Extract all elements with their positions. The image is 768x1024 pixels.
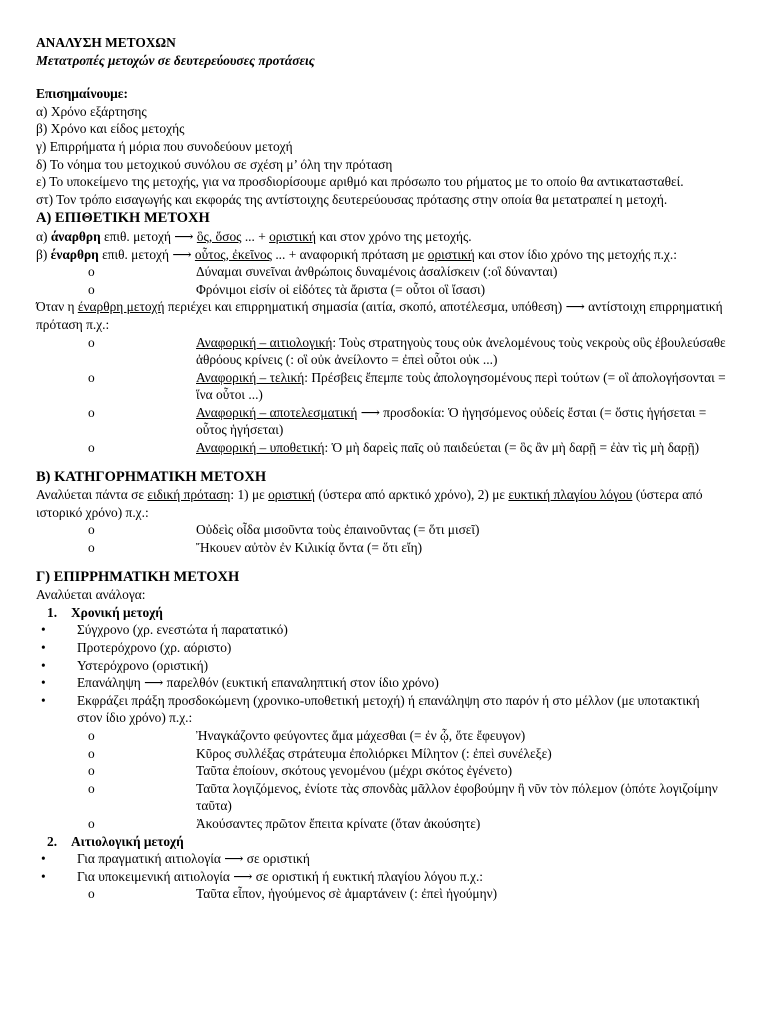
example-item [36,404,728,439]
rule-text: : 1) με [230,487,269,503]
example-item [36,369,728,404]
circle-bullet-icon: o [88,404,95,420]
bullet-text: Επανάληψη ⟶ παρελθόν (ευκτική επαναληπτική στον ίδιο χρόνο) [77,675,439,691]
section-a-heading: Α) ΕΠΙΘΕΤΙΚΗ ΜΕΤΟΧΗ [36,210,210,227]
circle-bullet-icon: o [88,780,95,796]
bullet-icon: • [41,622,46,638]
bullet-item [36,621,728,639]
example-text: ⟶ προσδοκία: Ὁ ἡγησόμενος οὐδείς ἔσται (= ὅστις ἡγήσεται = οὗτος ἡγήσεται) [196,404,707,438]
underlined-term: οριστική [427,246,475,262]
document-title: ΑΝΑΛΥΣΗ ΜΕΤΟΧΩΝ [36,35,176,50]
circle-bullet-icon: o [88,540,95,556]
bullet-item [36,868,728,886]
subheading-text: Χρονική μετοχή [71,604,163,620]
example-label: Αναφορική – αποτελεσματική [196,404,358,420]
note-item: γ) Επιρρήματα ή μόρια που συνοδεύουν μετοχή [36,138,293,154]
example-text: Φρόνιμοι εἰσίν οἱ εἰδότες τὰ ἄριστα (= οὗτοι οἳ ἴσασι) [196,281,486,297]
circle-bullet-icon: o [88,281,95,297]
rule-text: και στον ίδιο χρόνο της μετοχής π.χ.: [474,246,677,262]
notes-heading: Επισημαίνουμε: [36,86,128,102]
example-text: Ταῦτα εἶπον, ἡγούμενος σὲ ἁμαρτάνειν (: ἐπεὶ ἡγούμην) [196,886,498,902]
circle-bullet-icon: o [88,440,95,456]
section-b-heading: Β) ΚΑΤΗΓΟΡΗΜΑΤΙΚΗ ΜΕΤΟΧΗ [36,468,267,485]
example-item [36,885,728,903]
rule-text: επιθ. μετοχή ⟶ [98,246,195,262]
note-item: στ) Τον τρόπο εισαγωγής και εκφοράς της αντίστοιχης δευτερεύουσας πρότασης στην οποία θα μετατραπεί η μετοχή. [36,191,668,207]
example-text: : Πρέσβεις ἔπεμπε τοὺς ἀπολογησομένους περὶ τούτων (= οἳ ἀπολογήσονται = ἵνα οὗτοι ...) [196,369,726,403]
example-text: Κῦρος συλλέξας στράτευμα ἐπολιόρκει Μίλητον (: ἐπεὶ συνέλεξε) [196,745,552,761]
example-item [36,727,728,745]
rule-text: και στον χρόνο της μετοχής. [316,228,472,244]
example-item [36,815,728,833]
section-a-adverbial-note [36,298,728,333]
bullet-icon: • [41,640,46,655]
bullet-text: Σύγχρονο (χρ. ενεστώτα ή παρατατικό) [77,622,288,638]
rule-prefix: α) [36,228,51,244]
example-item [36,439,728,457]
example-item [36,780,728,815]
example-text: Οὐδεὶς οἶδα μισοῦντα τοὺς ἐπαινοῦντας (= ὅτι μισεῖ) [196,522,480,538]
bullet-icon: • [41,851,46,867]
term-enarthri: έναρθρη [50,246,99,262]
example-label: Αναφορική – τελική [196,369,305,385]
bullet-text: Προτερόχρονο (χρ. αόριστο) [77,640,232,655]
underlined-term: ὃς, ὅσος [196,228,242,244]
bullet-item [36,850,728,868]
rule-prefix: β) [36,246,51,262]
term-anarthri: άναρθρη [50,228,101,244]
example-text: Ταῦτα ἐποίουν, σκότους γενομένου (μέχρι σκότος ἐγένετο) [196,763,513,779]
underlined-term: έναρθρη μετοχή [77,299,165,315]
example-item [36,281,728,299]
example-item [36,263,728,281]
example-text: : Τοὺς στρατηγοὺς τους οὐκ ἀνελομένους τοὺς νεκροὺς οὓς ἐβουλεύσαθε ἀθρόους κρίνεις (: οἳ οὐκ ἀνείλοντο = ἐπεὶ οὗτοι οὐκ ...) [196,334,726,368]
section-c-intro: Αναλύεται ανάλογα: [36,587,146,603]
document-subtitle: Μετατροπές μετοχών σε δευτερεύουσες προτάσεις [36,52,315,68]
numbered-subheading [36,833,728,851]
bullet-icon: • [41,675,46,691]
section-a-rule-b [36,246,728,264]
bullet-item [36,674,728,692]
circle-bullet-icon: o [88,727,95,743]
subheading-text: Αιτιολογική μετοχή [71,833,184,849]
rule-text: ... + αναφορική πρόταση με [271,246,428,262]
rule-text: (ύστερα από ιστορικό χρόνο) π.χ.: [36,487,703,520]
note-item: ε) Το υποκείμενο της μετοχής, για να προσδιορίσουμε αριθμό και πρόσωπο του ρήματος με το οποίο θα αντικατασταθεί. [36,174,684,190]
circle-bullet-icon: o [88,815,95,831]
note-item: α) Χρόνο εξάρτησης [36,103,147,119]
example-item [36,745,728,763]
circle-bullet-icon: o [88,369,95,385]
example-text: Ἠναγκάζοντο φεύγοντες ἅμα μάχεσθαι (= ἐν ᾧ, ὅτε ἔφευγον) [196,727,526,743]
circle-bullet-icon: o [88,745,95,761]
section-b-rule [36,486,728,521]
example-item [36,539,728,557]
example-item [36,334,728,369]
underlined-term: οριστική [268,487,316,503]
underlined-term: ευκτική πλαγίου λόγου [508,487,633,503]
example-item [36,762,728,780]
circle-bullet-icon: o [88,763,95,779]
notes-list [36,103,728,209]
example-text: : Ὁ μὴ δαρεὶς παῖς οὐ παιδεύεται (= ὃς ἂν μὴ δαρῇ = ἐὰν τὶς μὴ δαρῇ) [324,440,700,456]
example-text: Ἤκουεν αὐτὸν ἐν Κιλικίᾳ ὄντα (= ὅτι εἴη) [196,540,423,556]
bullet-item [36,657,728,675]
note-item: β) Χρόνο και είδος μετοχής [36,121,185,137]
bullet-text: Υστερόχρονο (οριστική) [77,657,209,673]
bullet-text: Εκφράζει πράξη προσδοκώμενη (χρονικο-υποθετική μετοχή) ή επανάληψη στο παρόν ή στο μέλλον (με υποτακτική στον ίδιο χρόνο) π.χ.: [77,692,700,726]
example-text: Ταῦτα λογιζόμενος, ἐνίοτε τὰς σπονδὰς μᾶλλον ἐφοβούμην ἢ νῦν τὸν πόλεμον (ὁπότε λογιζοίμην ταῦτα) [196,780,718,814]
example-item [36,521,728,539]
bullet-item [36,639,728,657]
note-text: περιέχει και επιρρηματική σημασία (αιτία, σκοπό, αποτέλεσμα, υπόθεση) ⟶ αντίστοιχη επιρρηματική πρόταση π.χ.: [36,299,723,332]
underlined-term: οὗτος, ἐκεῖνος [194,246,272,262]
circle-bullet-icon: o [88,334,95,350]
example-label: Αναφορική – αιτιολογική [196,334,333,350]
example-text: Δύναμαι συνεῖναι ἀνθρώποις δυναμένοις ἀσαλίσκειν (:οἳ δύνανται) [196,264,558,280]
section-a-rule-a [36,228,728,246]
underlined-term: οριστική [269,228,317,244]
example-label: Αναφορική – υποθετική [196,440,325,456]
bullet-icon: • [41,868,46,884]
circle-bullet-icon: o [88,264,95,280]
circle-bullet-icon: o [88,522,95,538]
list-number: 2. [47,833,58,849]
note-text: Όταν η [36,299,78,315]
note-item: δ) Το νόημα του μετοχικού συνόλου σε σχέση μ’ όλη την πρόταση [36,156,393,172]
rule-text: επιθ. μετοχή ⟶ [100,228,197,244]
rule-text: Αναλύεται πάντα σε [36,487,148,503]
bullet-item [36,692,728,727]
bullet-text: Για πραγματική αιτιολογία ⟶ σε οριστική [77,851,310,867]
list-number: 1. [47,604,58,620]
example-text: Ἀκούσαντες πρῶτον ἔπειτα κρίνατε (ὅταν ἀκούσητε) [196,815,481,831]
bullet-text: Για υποκειμενική αιτιολογία ⟶ σε οριστική ή ευκτική πλαγίου λόγου π.χ.: [77,868,484,884]
bullet-icon: • [41,692,46,708]
rule-text: (ύστερα από αρκτικό χρόνο), 2) με [315,487,509,503]
section-c-heading: Γ) ΕΠΙΡΡΗΜΑΤΙΚΗ ΜΕΤΟΧΗ [36,568,240,585]
numbered-subheading [36,604,728,622]
rule-text: ... + [241,228,270,244]
underlined-term: ειδική πρόταση [147,487,231,503]
bullet-icon: • [41,657,46,673]
circle-bullet-icon: o [88,886,95,902]
